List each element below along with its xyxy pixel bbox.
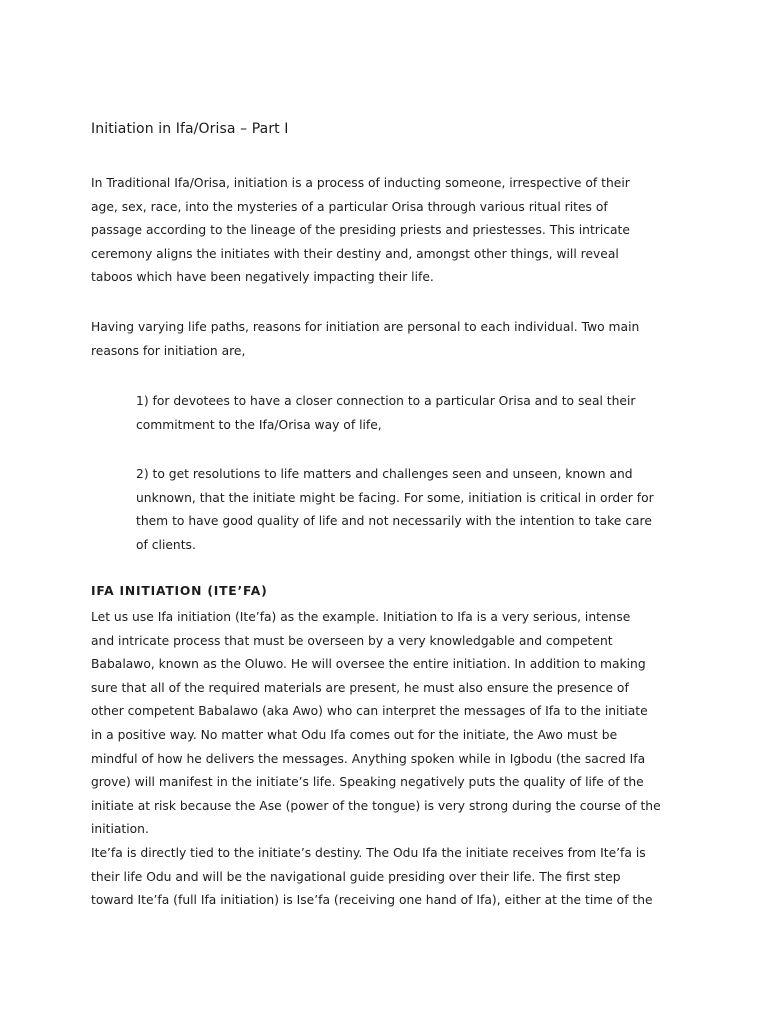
section-heading: IFA INITIATION (ITE’FA) bbox=[91, 584, 268, 598]
text-line: commitment to the Ifa/Orisa way of life, bbox=[136, 417, 382, 432]
text-line: and intricate process that must be overseen by a very knowledgable and competent bbox=[91, 633, 613, 648]
document-title: Initiation in Ifa/Orisa – Part I bbox=[91, 121, 289, 137]
text-line: unknown, that the initiate might be facing. For some, initiation is critical in order for bbox=[136, 490, 654, 505]
section-paragraph-1 bbox=[91, 606, 691, 913]
text-line: of clients. bbox=[136, 537, 196, 552]
text-line: initiation. bbox=[91, 822, 149, 837]
text-line: in a positive way. No matter what Odu Ifa comes out for the initiate, the Awo must be bbox=[91, 727, 618, 742]
text-line: other competent Babalawo (aka Awo) who can interpret the messages of Ifa to the initiate bbox=[91, 704, 648, 719]
text-line: In Traditional Ifa/Orisa, initiation is a process of inducting someone, irrespective of their bbox=[91, 176, 630, 190]
text-line: their life Odu and will be the navigational guide presiding over their life. The first step bbox=[91, 869, 621, 884]
text-line: passage according to the lineage of the presiding priests and priestesses. This intricate bbox=[91, 223, 630, 238]
text-line: initiate at risk because the Ase (power of the tongue) is very strong during the course of the bbox=[91, 798, 661, 813]
reason-item-2 bbox=[136, 463, 696, 557]
text-line: mindful of how he delivers the messages. Anything spoken while in Igbodu (the sacred Ifa bbox=[91, 751, 646, 766]
text-line: them to have good quality of life and not necessarily with the intention to take care bbox=[136, 514, 652, 529]
text-line: 1) for devotees to have a closer connection to a particular Orisa and to seal their bbox=[136, 394, 636, 408]
text-line: toward Ite’fa (full Ifa initiation) is Ise’fa (receiving one hand of Ifa), either at the time of the bbox=[91, 893, 653, 908]
text-line: 2) to get resolutions to life matters and challenges seen and unseen, known and bbox=[136, 467, 633, 481]
reason-item-1 bbox=[136, 390, 696, 437]
text-line: age, sex, race, into the mysteries of a particular Orisa through various ritual rites of bbox=[91, 199, 608, 214]
intro-paragraph bbox=[91, 172, 691, 290]
text-line: ceremony aligns the initiates with their destiny and, amongst other things, will reveal bbox=[91, 246, 619, 261]
reasons-paragraph bbox=[91, 316, 691, 363]
text-line: sure that all of the required materials are present, he must also ensure the presence of bbox=[91, 680, 629, 695]
text-line: reasons for initiation are, bbox=[91, 343, 246, 358]
text-line: Let us use Ifa initiation (Ite’fa) as the example. Initiation to Ifa is a very serious, intense bbox=[91, 610, 631, 624]
text-line: grove) will manifest in the initiate’s life. Speaking negatively puts the quality of life of the bbox=[91, 775, 644, 790]
text-line: Babalawo, known as the Oluwo. He will oversee the entire initiation. In addition to making bbox=[91, 657, 646, 672]
text-line: Having varying life paths, reasons for initiation are personal to each individual. Two main bbox=[91, 320, 640, 334]
text-line: taboos which have been negatively impacting their life. bbox=[91, 270, 434, 285]
text-line: Ite’fa is directly tied to the initiate’s destiny. The Odu Ifa the initiate receives from Ite’fa is bbox=[91, 845, 646, 860]
